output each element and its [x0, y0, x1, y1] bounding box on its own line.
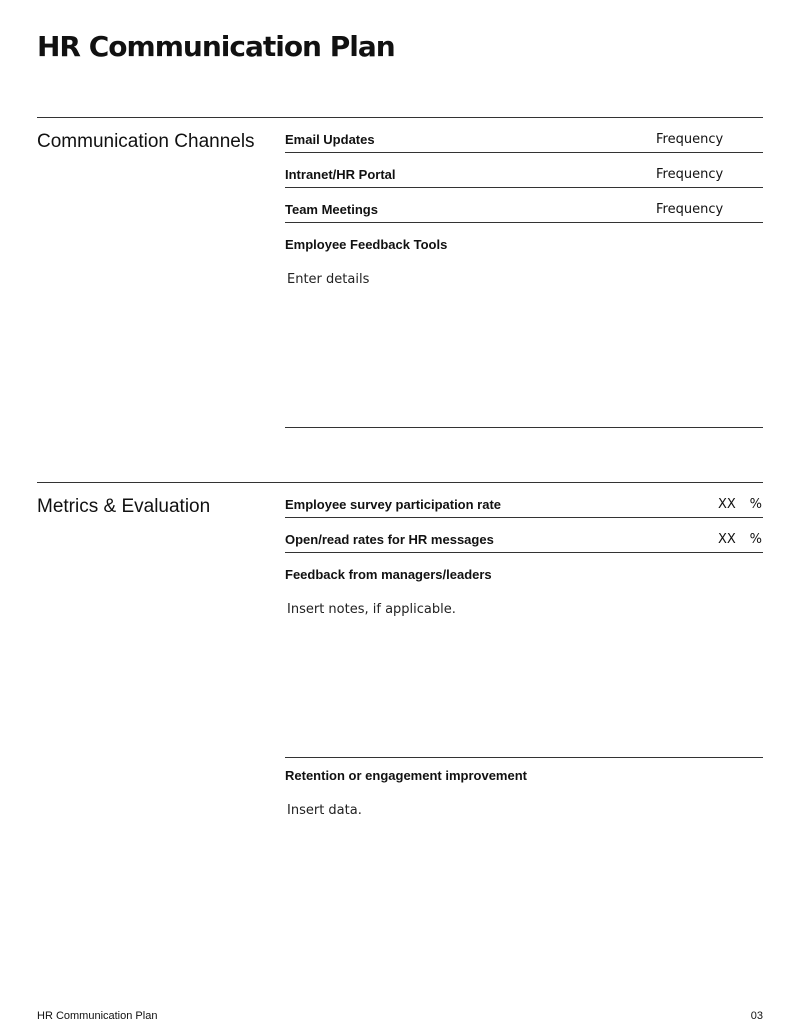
- frequency-field[interactable]: Frequency: [656, 202, 724, 217]
- frequency-field[interactable]: Frequency: [656, 132, 724, 147]
- feedback-tools-label: Employee Feedback Tools: [285, 237, 448, 252]
- communication-channels-section: [37, 117, 763, 428]
- section-heading-metrics: Metrics & Evaluation: [37, 496, 211, 517]
- page-number: 03: [750, 1010, 763, 1022]
- footer-title: HR Communication Plan: [37, 1010, 158, 1022]
- metric-row-open-read-rates: [285, 518, 763, 553]
- row-label: Team Meetings: [285, 202, 378, 217]
- row-label: Open/read rates for HR messages: [285, 532, 494, 547]
- channel-row-email: [285, 118, 763, 153]
- metric-value-field[interactable]: XX: [718, 497, 736, 512]
- manager-feedback-notes-field[interactable]: Insert notes, if applicable.: [287, 602, 456, 617]
- section-heading-channels: Communication Channels: [37, 131, 255, 152]
- feedback-tools-details-field[interactable]: Enter details: [287, 272, 370, 287]
- channels-list: [285, 118, 763, 287]
- retention-label: Retention or engagement improvement: [285, 768, 527, 783]
- row-label: Intranet/HR Portal: [285, 167, 396, 182]
- percent-unit: %: [749, 497, 762, 512]
- row-label: Email Updates: [285, 132, 375, 147]
- channel-row-intranet: [285, 153, 763, 188]
- channel-row-team-meetings: [285, 188, 763, 223]
- row-label: Employee survey participation rate: [285, 497, 502, 512]
- percent-unit: %: [749, 532, 762, 547]
- metric-value-field[interactable]: XX: [718, 532, 736, 547]
- page-title: HR Communication Plan: [37, 30, 395, 63]
- divider: [285, 427, 763, 428]
- manager-feedback-label: Feedback from managers/leaders: [285, 567, 492, 582]
- metrics-list: [285, 483, 763, 818]
- metrics-evaluation-section: [37, 482, 763, 963]
- metric-row-survey-participation: [285, 483, 763, 518]
- frequency-field[interactable]: Frequency: [656, 167, 724, 182]
- retention-data-field[interactable]: Insert data.: [287, 803, 362, 818]
- divider: [285, 757, 763, 758]
